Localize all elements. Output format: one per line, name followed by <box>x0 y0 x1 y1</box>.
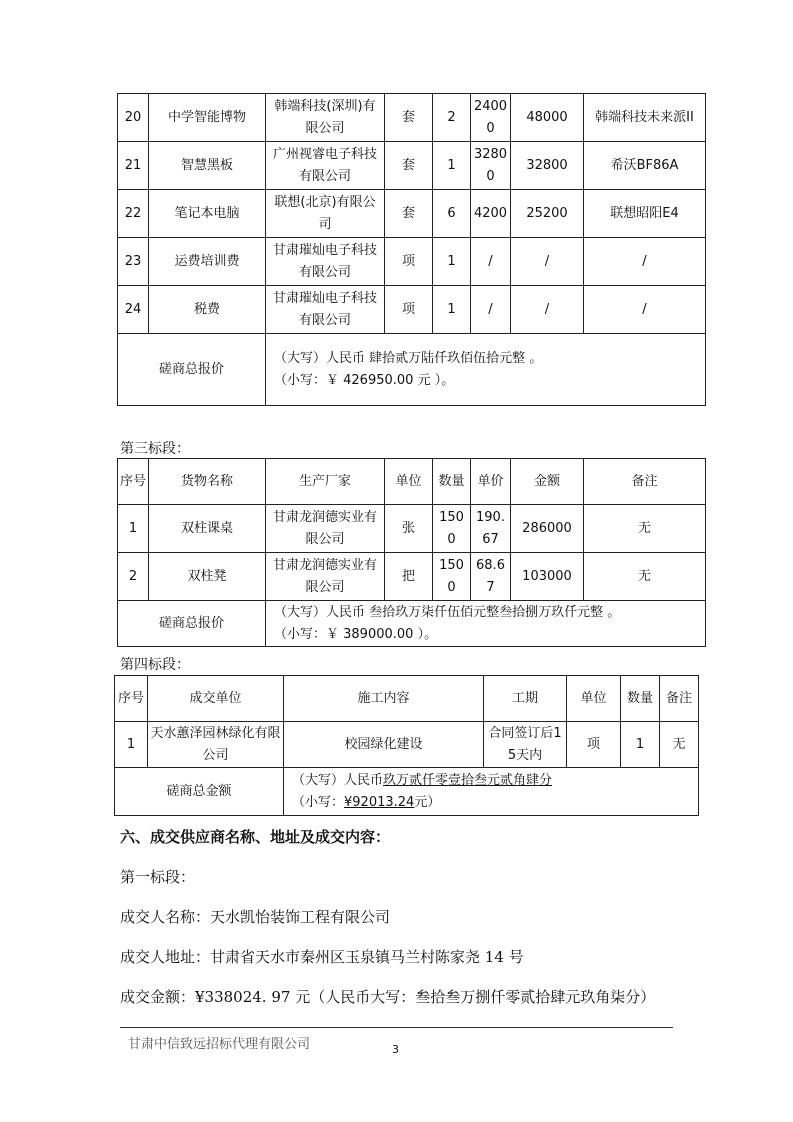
total-amount-cell <box>266 334 706 406</box>
total-amount-cell <box>266 601 706 647</box>
row-unit: 套 <box>385 190 433 238</box>
row-maker: 广州视睿电子科技有限公司 <box>266 142 385 190</box>
row-unit-name: 天水蕙泽园林绿化有限公司 <box>148 722 284 768</box>
total-upper: （大写）人民币 肆拾贰万陆仟玖佰伍拾元整 。 <box>274 350 543 366</box>
header-cell: 工期 <box>484 676 567 722</box>
lot2-goods-table <box>117 93 706 406</box>
row-amount: / <box>511 286 584 334</box>
row-content: 校园绿化建设 <box>284 722 484 768</box>
table-row <box>118 238 706 286</box>
total-lower: （小写：￥ 426950.00 元 ）。 <box>274 372 455 388</box>
table-row <box>118 553 706 601</box>
row-name: 笔记本电脑 <box>149 190 266 238</box>
row-price: / <box>471 238 511 286</box>
row-note: / <box>584 286 706 334</box>
row-amount: / <box>511 238 584 286</box>
row-no: 1 <box>118 505 149 553</box>
header-cell: 金额 <box>511 459 584 505</box>
total-upper: （大写）人民币 叁拾玖万柒仟伍佰元整叁拾捌万玖仟元整 。 <box>274 604 621 620</box>
header-cell: 备注 <box>660 676 699 722</box>
row-no: 2 <box>118 553 149 601</box>
total-upper-value: 玖万贰仟零壹拾叁元贰角肆分 <box>383 772 553 788</box>
footer-company: 甘肃中信致远招标代理有限公司 <box>128 1037 311 1052</box>
total-label: 磋商总报价 <box>118 601 266 647</box>
page-number: 3 <box>392 1043 399 1056</box>
header-cell: 施工内容 <box>284 676 484 722</box>
row-no: 23 <box>118 238 149 286</box>
header-cell: 序号 <box>115 676 148 722</box>
row-maker: 甘肃璀灿电子科技有限公司 <box>266 286 385 334</box>
row-qty: 1500 <box>433 553 471 601</box>
total-lower-prefix: （小写： <box>292 794 345 810</box>
row-price: 190.67 <box>471 505 511 553</box>
total-lower <box>292 792 696 814</box>
header-cell: 序号 <box>118 459 149 505</box>
table-row <box>118 142 706 190</box>
row-price: 4200 <box>471 190 511 238</box>
header-cell: 成交单位 <box>148 676 284 722</box>
row-note: 联想昭阳E4 <box>584 190 706 238</box>
row-note: 无 <box>584 553 706 601</box>
row-name: 双柱课桌 <box>149 505 266 553</box>
footer-rule <box>120 1027 673 1028</box>
total-label: 磋商总金额 <box>115 768 284 816</box>
lot3-goods-table <box>117 458 706 647</box>
row-name: 双柱凳 <box>149 553 266 601</box>
row-name: 税费 <box>149 286 266 334</box>
header-cell: 数量 <box>433 459 471 505</box>
row-price: / <box>471 286 511 334</box>
section3-heading: 第三标段： <box>120 441 190 457</box>
row-amount: 32800 <box>511 142 584 190</box>
total-row <box>118 601 706 647</box>
row-amount: 48000 <box>511 94 584 142</box>
total-lower: （小写：￥ 389000.00 ）。 <box>274 626 438 642</box>
row-qty: 1 <box>433 238 471 286</box>
total-upper-prefix: （大写）人民币 <box>292 772 384 788</box>
header-cell: 货物名称 <box>149 459 266 505</box>
row-unit: 张 <box>385 505 433 553</box>
header-row <box>115 676 699 722</box>
row-no: 20 <box>118 94 149 142</box>
total-row <box>115 768 699 816</box>
header-row <box>118 459 706 505</box>
row-name: 运费培训费 <box>149 238 266 286</box>
header-cell: 生产厂家 <box>266 459 385 505</box>
row-no: 1 <box>115 722 148 768</box>
row-maker: 甘肃璀灿电子科技有限公司 <box>266 238 385 286</box>
total-lower-suffix: 元） <box>414 794 441 810</box>
total-lower-value: ¥92013.24 <box>344 794 415 810</box>
row-unit: 项 <box>567 722 621 768</box>
row-amount: 25200 <box>511 190 584 238</box>
section6-heading: 六、成交供应商名称、地址及成交内容： <box>120 828 391 846</box>
row-qty: 1500 <box>433 505 471 553</box>
winner-address: 成交人地址：甘肃省天水市秦州区玉泉镇马兰村陈家尧 14 号 <box>120 948 524 966</box>
lot1-label: 第一标段： <box>120 868 196 886</box>
row-unit: 项 <box>385 238 433 286</box>
row-qty: 1 <box>621 722 660 768</box>
row-amount: 103000 <box>511 553 584 601</box>
row-amount: 286000 <box>511 505 584 553</box>
total-upper <box>292 770 696 792</box>
table-row <box>118 286 706 334</box>
row-no: 21 <box>118 142 149 190</box>
row-price: 68.67 <box>471 553 511 601</box>
winner-amount: 成交金额：¥338024. 97 元（人民币大写：叁拾叁万捌仟零贰拾肆元玖角柒分） <box>120 988 656 1006</box>
row-unit: 项 <box>385 286 433 334</box>
row-unit: 套 <box>385 142 433 190</box>
row-price: 24000 <box>471 94 511 142</box>
row-maker: 甘肃龙润德实业有限公司 <box>266 505 385 553</box>
table-row <box>118 190 706 238</box>
row-note: 无 <box>584 505 706 553</box>
row-name: 智慧黑板 <box>149 142 266 190</box>
row-note: 无 <box>660 722 699 768</box>
header-cell: 单位 <box>385 459 433 505</box>
header-cell: 单位 <box>567 676 621 722</box>
lot4-works-table <box>114 675 699 816</box>
section4-heading: 第四标段： <box>120 657 190 673</box>
row-qty: 1 <box>433 142 471 190</box>
row-note: 韩端科技未来派II <box>584 94 706 142</box>
header-cell: 单价 <box>471 459 511 505</box>
header-cell: 备注 <box>584 459 706 505</box>
row-maker: 甘肃龙润德实业有限公司 <box>266 553 385 601</box>
table-row <box>118 505 706 553</box>
total-label: 磋商总报价 <box>118 334 266 406</box>
row-maker: 韩端科技(深圳)有限公司 <box>266 94 385 142</box>
winner-name: 成交人名称：天水凯怡装饰工程有限公司 <box>120 908 391 926</box>
row-note: / <box>584 238 706 286</box>
header-cell: 数量 <box>621 676 660 722</box>
row-qty: 2 <box>433 94 471 142</box>
total-row <box>118 334 706 406</box>
row-qty: 6 <box>433 190 471 238</box>
row-unit: 套 <box>385 94 433 142</box>
table-row <box>115 722 699 768</box>
row-price: 32800 <box>471 142 511 190</box>
row-qty: 1 <box>433 286 471 334</box>
total-amount-cell <box>284 768 699 816</box>
row-note: 希沃BF86A <box>584 142 706 190</box>
row-maker: 联想(北京)有限公司 <box>266 190 385 238</box>
row-no: 22 <box>118 190 149 238</box>
row-period: 合同签订后15天内 <box>484 722 567 768</box>
table-row <box>118 94 706 142</box>
row-name: 中学智能博物 <box>149 94 266 142</box>
row-unit: 把 <box>385 553 433 601</box>
row-no: 24 <box>118 286 149 334</box>
